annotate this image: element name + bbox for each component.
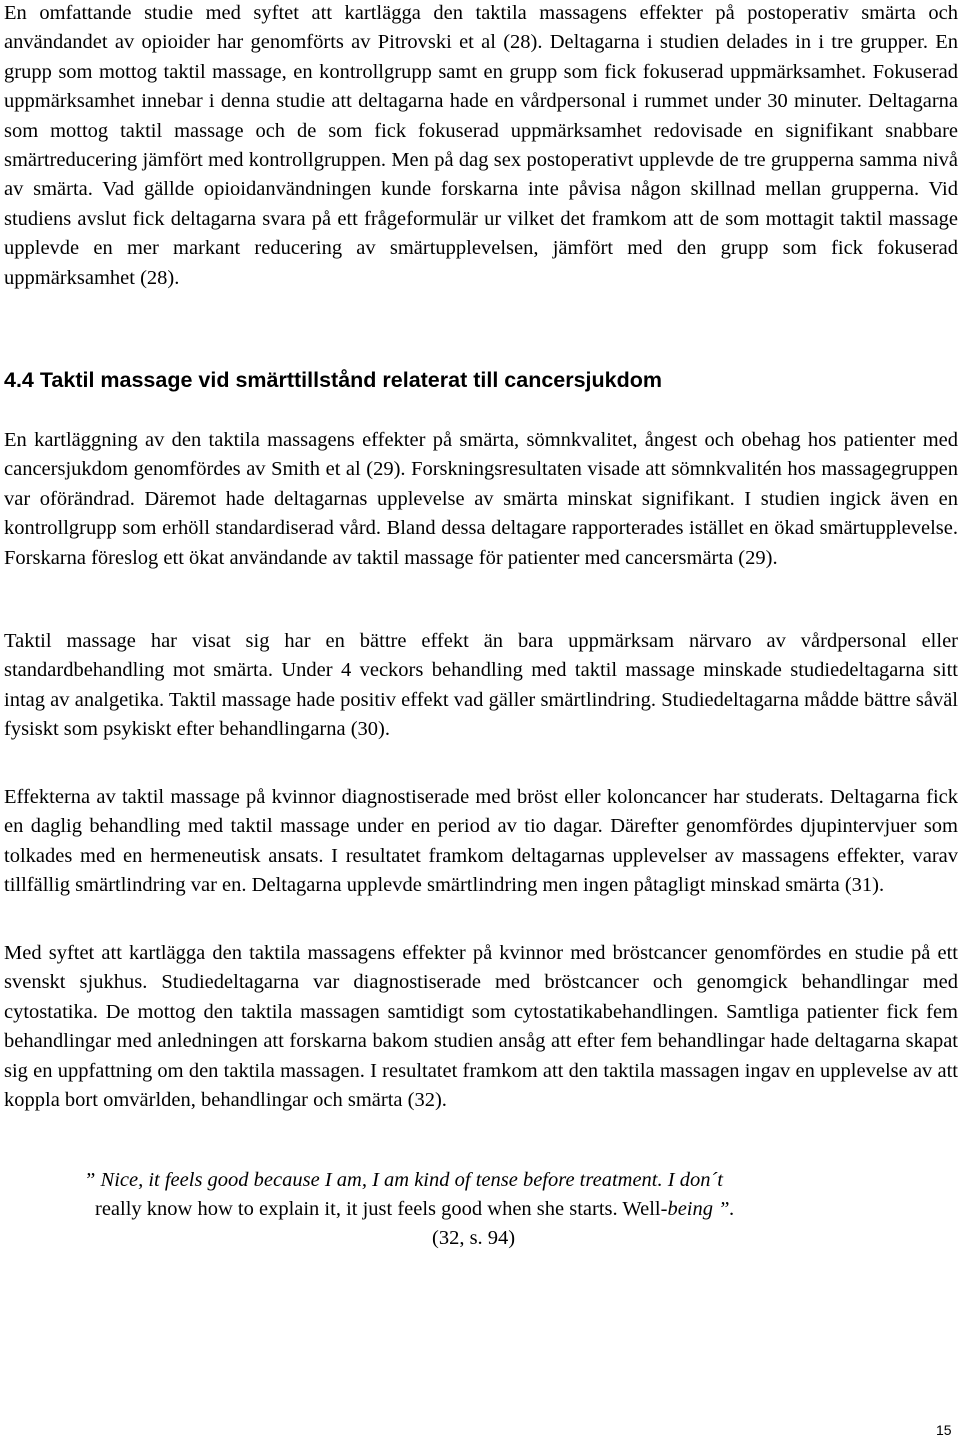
section-heading: 4.4 Taktil massage vid smärttillstånd relaterat till cancersjukdom xyxy=(4,368,663,392)
block-quote xyxy=(84,1166,904,1253)
quote-line-2-text: really know how to explain it, it just feels good when she starts. Well- xyxy=(95,1198,668,1220)
body-paragraph-1: En kartläggning av den taktila massagens effekter på smärta, sömnkvalitet, ångest och obehag hos patienter med cancersjukdom genomfördes av Smith et al (29). Forskningsresultaten visade att sömnkvalitén hos massagegruppen var oförändrad. Däremot hade deltagarnas upplevelse av smärta minskat signifikant. I studien ingick även en kontrollgrupp som erhöll standardiserad vård. Bland dessa deltagare rapporterades istället en ökad smärtupplevelse. Forskarna föreslog ett ökat användande av taktil massage för patienter med cancersmärta (29). xyxy=(4,429,958,569)
quote-citation: (32, s. 94) xyxy=(432,1227,516,1249)
quote-line-1: ” Nice, it feels good because I am, I am kind of tense before treatment. I don´t xyxy=(84,1169,723,1191)
body-paragraph-3: Effekterna av taktil massage på kvinnor diagnostiserade med bröst eller koloncancer har studerats. Deltagarna fick en daglig behandling med taktil massage under en period av tio dagar. Därefter genomfördes djupintervjuer som tolkades med en hermeneutisk ansats. I resultatet framkom deltagarnas upplevelser av massagens effekter, varav tillfällig smärtlindring var en. Deltagarna upplevde smärtlindring men ingen påtagligt minskad smärta (31). xyxy=(4,786,958,897)
quote-line-2 xyxy=(84,1195,904,1224)
body-paragraph-4: Med syftet att kartlägga den taktila massagens effekter på kvinnor med bröstcancer genomfördes en studie på ett svenskt sjukhus. Studiedeltagarna var diagnostiserade med bröstcancer och genomgick behandlingar med cytostatika. De mottog den taktila massagen samtidigt som cytostatikabehandlingen. Samtliga patienter fick fem behandlingar med anledningen att forskarna bakom studien ansåg att efter fem behandlingar hade deltagarna skapat sig en uppfattning om den taktila massagen. I resultatet framkom att den taktila massagen ingav en upplevelse av att koppla bort omvärlden, behandlingar och smärta (32). xyxy=(4,942,958,1112)
body-paragraph-2: Taktil massage har visat sig har en bättre effekt än bara uppmärksam närvaro av vårdpersonal eller standardbehandling mot smärta. Under 4 veckors behandling med taktil massage minskade studiedeltagarna sitt intag av analgetika. Taktil massage hade positiv effekt vad gäller smärtlindring. Studiedeltagarna mådde bättre såväl fysiskt som psykiskt efter behandlingarna (30). xyxy=(4,630,958,741)
page-number: 15 xyxy=(936,1422,952,1438)
intro-paragraph: En omfattande studie med syftet att kartlägga den taktila massagens effekter på postoperativ smärta och användandet av opioider har genomförts av Pitrovski et al (28). Deltagarna i studien delades in i tre grupper. En grupp som mottog taktil massage, en kontrollgrupp samt en grupp som fick fokuserad uppmärksamhet. Fokuserad uppmärksamhet innebar i denna studie att deltagarna hade en vårdpersonal i rummet under 30 minuter. Deltagarna som mottog taktil massage och de som fick fokuserad uppmärksamhet redovisade en signifikant snabbare smärtreducering jämfört med kontrollgruppen. Men på dag sex postoperativt upplevde de tre grupperna samma nivå av smärta. Vad gällde opioidanvändningen kunde forskarna inte påvisa någon skillnad mellan grupperna. Vid studiens avslut fick deltagarna svara på ett frågeformulär ur vilket det framkom att de som mottagit taktil massage upplevde en mer markant reducering av smärtupplevelsen, jämfört med den grupp som fick fokuserad uppmärksamhet (28). xyxy=(4,2,958,289)
quote-line-2-italic: being ”. xyxy=(667,1198,735,1220)
